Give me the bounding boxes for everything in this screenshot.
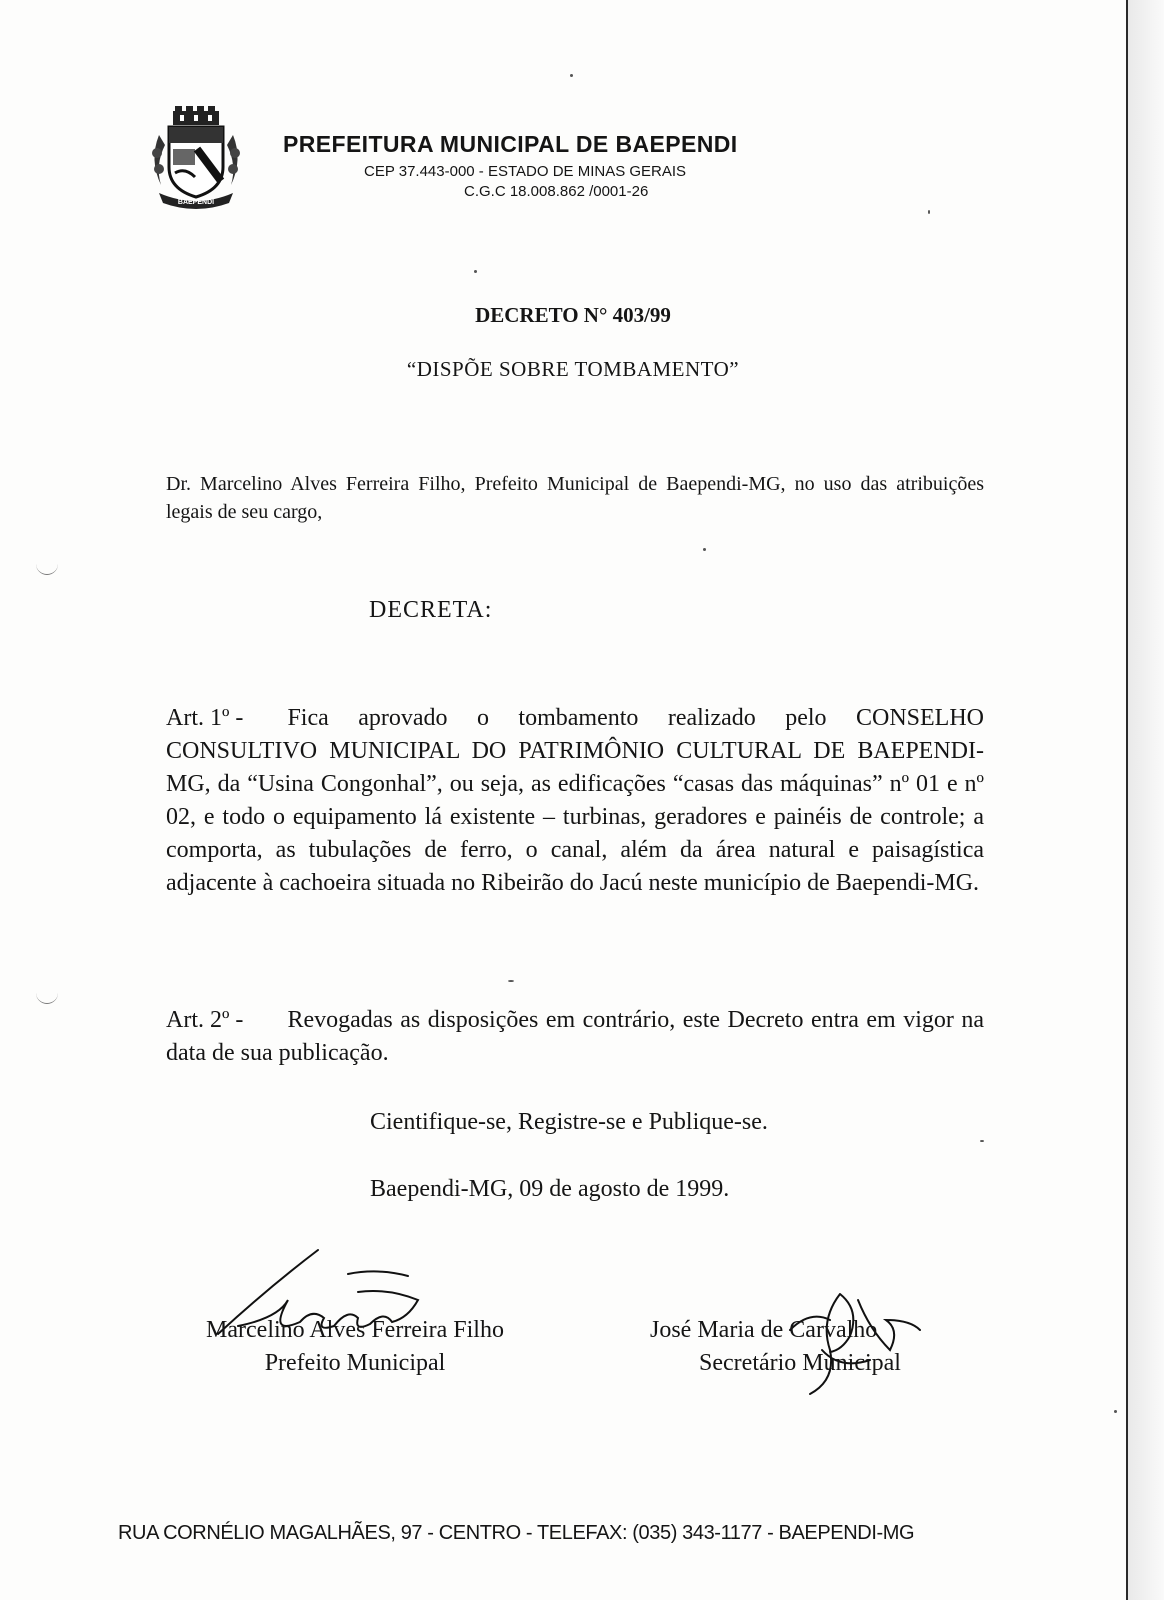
header-title: PREFEITURA MUNICIPAL DE BAEPENDI <box>283 131 738 157</box>
scan-speck <box>570 74 573 77</box>
scan-speck <box>1114 1410 1117 1413</box>
scan-speck <box>474 270 477 273</box>
punch-hole-mark <box>36 993 58 1004</box>
preamble-paragraph: Dr. Marcelino Alves Ferreira Filho, Prefeito Municipal de Baependi-MG, no uso das atribuições legais de seu cargo, <box>166 473 984 523</box>
scan-speck <box>928 210 930 214</box>
scan-speck <box>980 1140 984 1142</box>
scan-speck <box>703 548 706 551</box>
signature-block-mayor <box>160 1314 550 1380</box>
scan-edge-shadow <box>1128 0 1164 1600</box>
article-1-text: Fica aprovado o tombamento realizado pelo CONSELHO CONSULTIVO MUNICIPAL DO PATRIMÔNIO CULTURAL DE BAEPENDI-MG, da “Usina Congonhal”, ou seja, as edificações “casas das máquinas” nº 01 e nº 02, e todo o equipamento lá existente – turbinas, geradores e painéis de controle; a comporta, as tubulações de ferro, o canal, além da área natural e paisagística adjacente à cachoeira situada no Ribeirão do Jacú neste município de Baependi-MG. <box>166 705 984 896</box>
signature-block-secretary <box>650 1314 950 1380</box>
header-cep: CEP 37.443-000 - ESTADO DE MINAS GERAIS <box>364 163 687 180</box>
header-cgc: C.G.C 18.008.862 /0001-26 <box>464 183 649 200</box>
decreta-heading: DECRETA: <box>369 597 493 623</box>
footer-address: RUA CORNÉLIO MAGALHÃES, 97 - CENTRO - TELEFAX: (035) 343-1177 - BAEPENDI-MG <box>118 1522 915 1544</box>
crest-banner-text: BAEPENDI <box>177 199 215 206</box>
scan-edge-line <box>1126 0 1128 1600</box>
punch-hole-mark <box>36 564 58 575</box>
article-2 <box>166 1004 984 1070</box>
article-1 <box>166 702 984 900</box>
signatory-name: Marcelino Alves Ferreira Filho <box>206 1317 504 1343</box>
signatory-role: Prefeito Municipal <box>264 1350 446 1376</box>
place-and-date: Baependi-MG, 09 de agosto de 1999. <box>370 1176 730 1202</box>
article-2-text: Revogadas as disposições em contrário, este Decreto entra em vigor na data de sua publicação. <box>166 1007 984 1066</box>
signatory-name: José Maria de Carvalho <box>650 1317 878 1343</box>
decree-subject: “DISPÕE SOBRE TOMBAMENTO” <box>406 357 740 381</box>
decree-number: DECRETO N° 403/99 <box>475 303 671 327</box>
scan-speck <box>508 980 514 982</box>
article-2-label: Art. 2º - <box>166 1007 244 1033</box>
signatory-role: Secretário Municipal <box>699 1350 901 1376</box>
municipal-crest-icon <box>145 105 247 210</box>
article-1-label: Art. 1º - <box>166 705 244 731</box>
closing-formula: Cientifique-se, Registre-se e Publique-se. <box>370 1109 768 1135</box>
